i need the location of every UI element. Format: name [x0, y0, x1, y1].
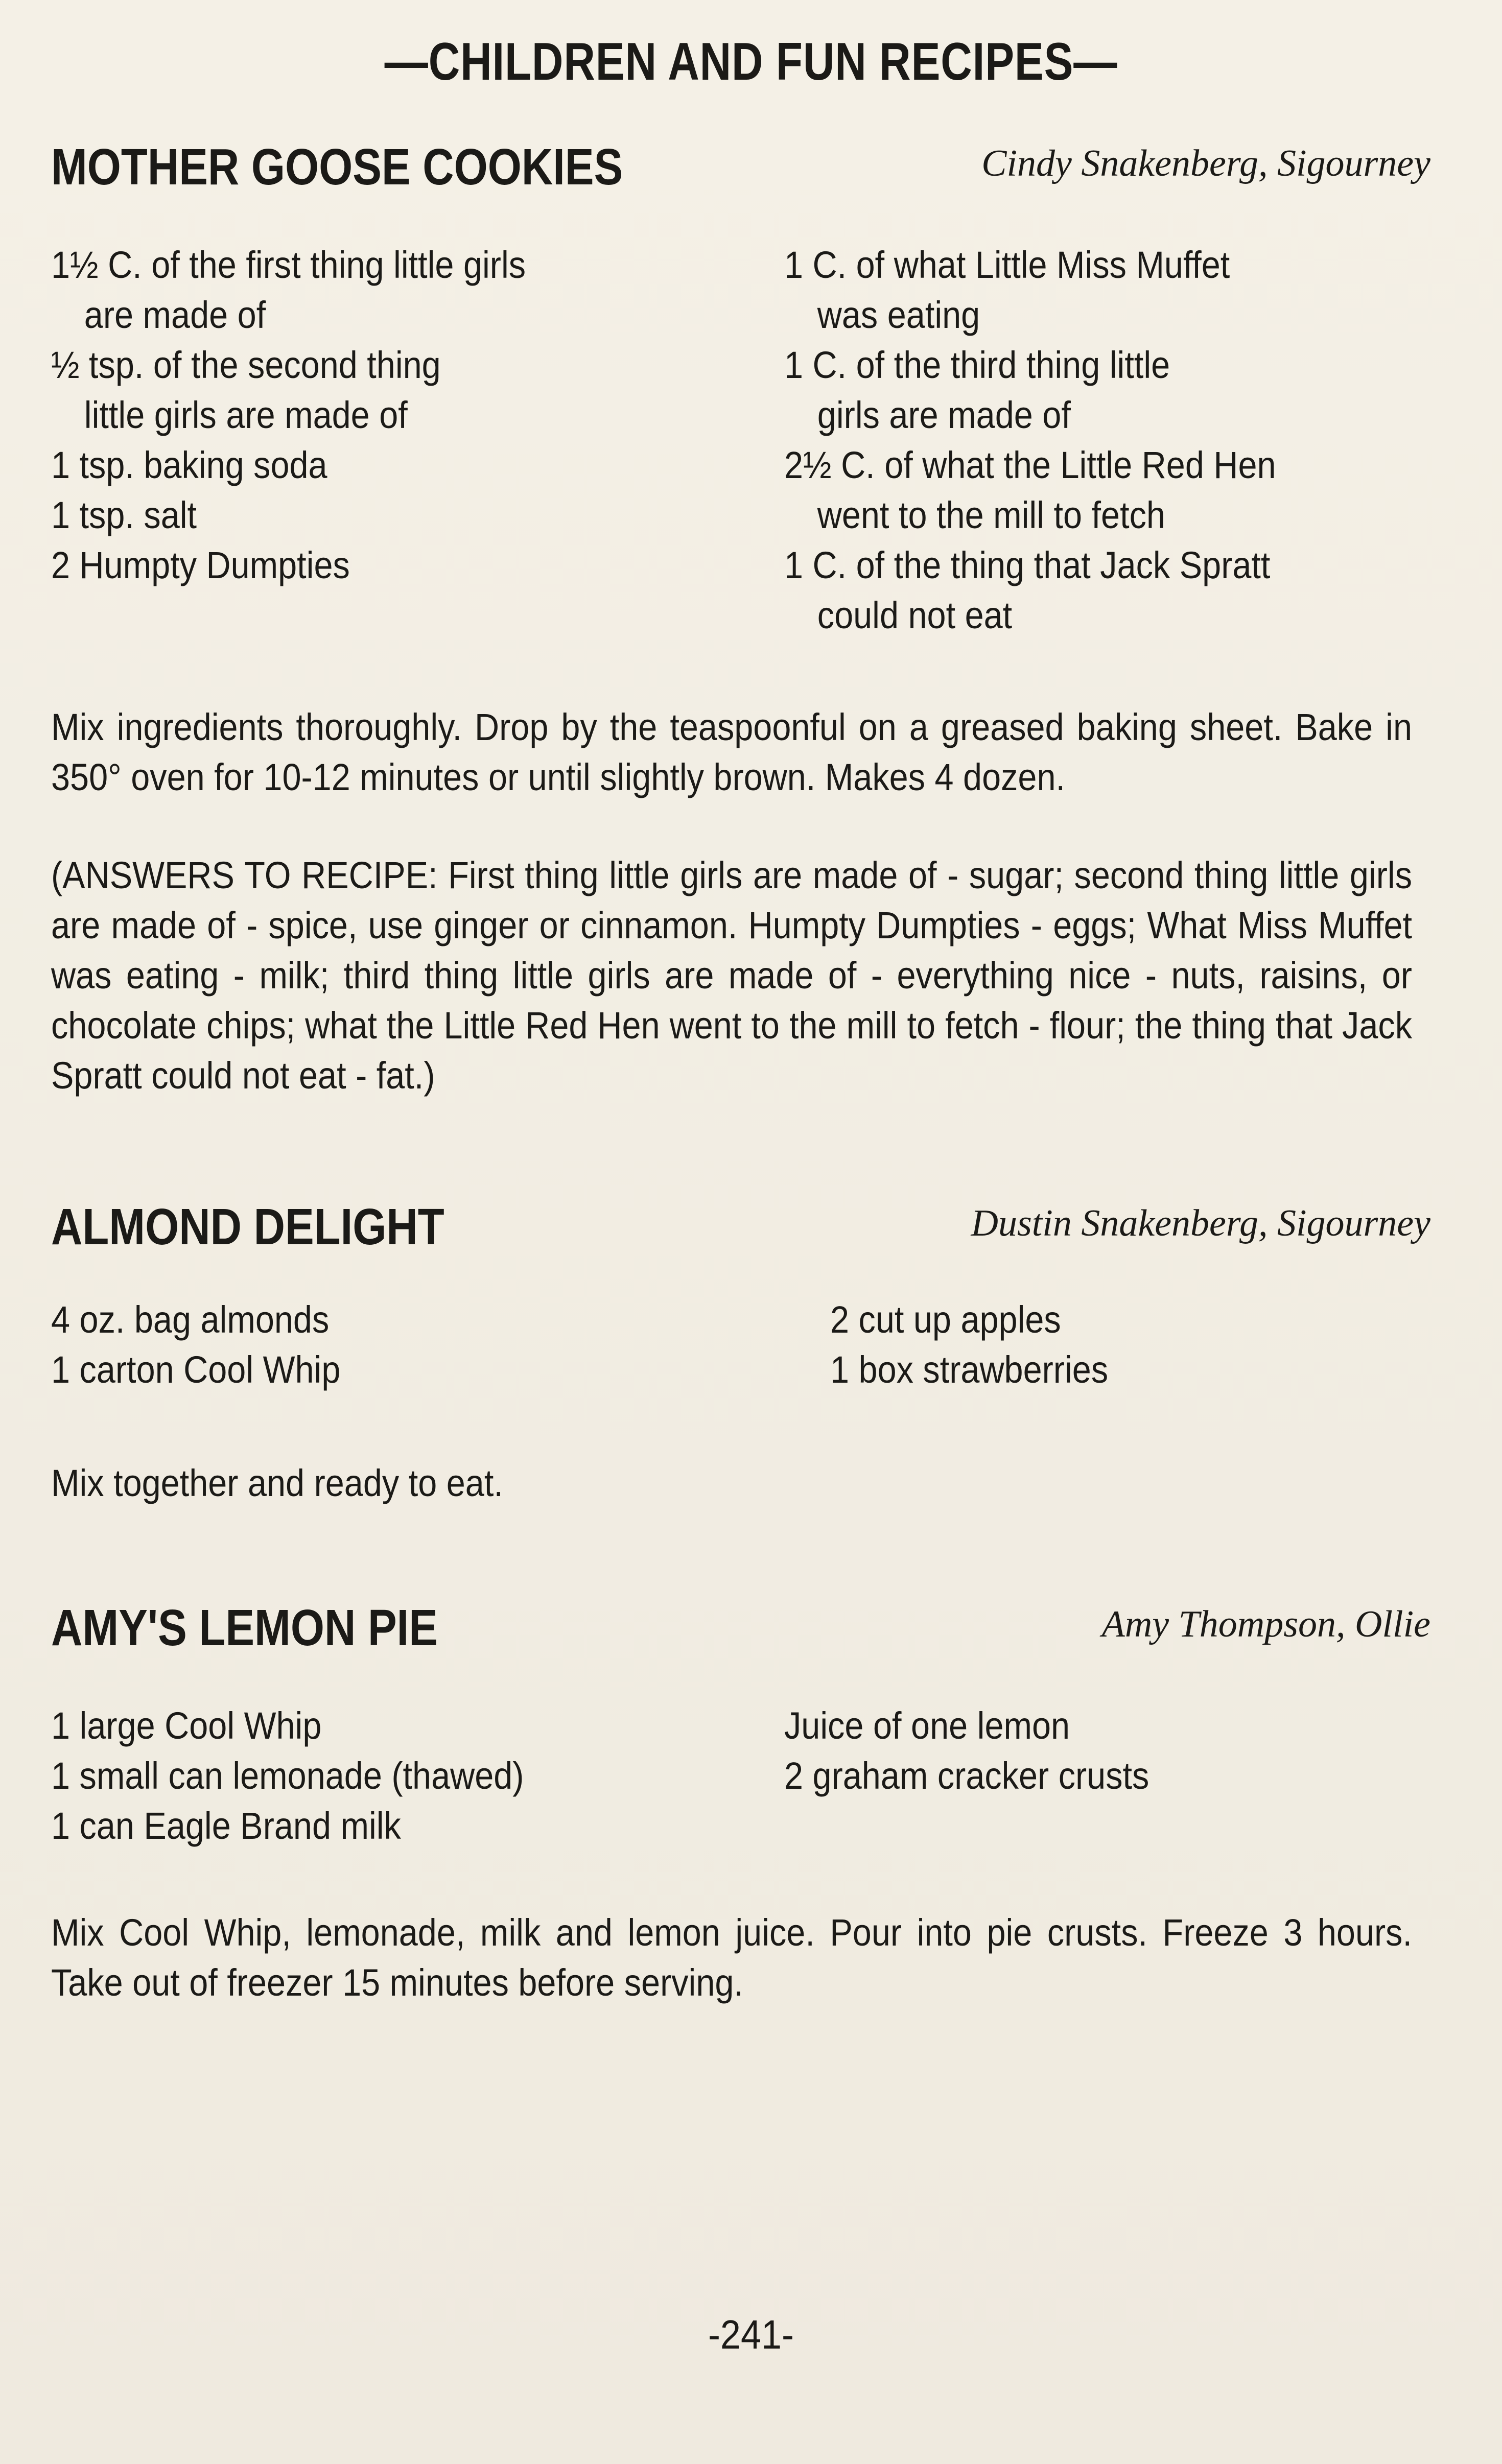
recipe-directions: Mix ingredients thoroughly. Drop by the teaspoonful on a greased baking sheet. Bake in 350° oven for 10-12 minutes or until slightly brown. Makes 4 dozen. [51, 706, 1412, 798]
recipe-answers: (ANSWERS TO RECIPE: First thing little girls are made of - sugar; second thing little girls are made of - spice, use ginger or cinnamon. Humpty Dumpties - eggs; What Miss Muffet was eating - milk; third thing little girls are made of - everything nice - nuts, raisins, or chocolate chips; what the Little Red Hen went to the mill to fetch - flour; the thing that Jack Spratt could not eat - fat.) [51, 854, 1412, 1097]
ingredient: 1 can Eagle Brand milk [51, 1805, 401, 1847]
recipe-header [51, 1198, 1430, 1259]
recipe-header [51, 1599, 1430, 1660]
ingredient: ½ tsp. of the second thing little girls are made of [51, 344, 441, 436]
ingredient: 2 cut up apples [830, 1298, 1061, 1341]
ingredients-left-column [51, 1701, 576, 1851]
recipe-directions: Mix together and ready to eat. [51, 1462, 503, 1504]
ingredient: 1 carton Cool Whip [51, 1348, 341, 1391]
recipe-title: AMY'S LEMON PIE [51, 1599, 438, 1656]
page-number: -241- [708, 2312, 794, 2357]
recipe-author: Amy Thompson, Ollie [1101, 1603, 1430, 1645]
ingredient: 1 C. of the thing that Jack Spratt could not eat [784, 544, 1271, 636]
ingredients-left-column [51, 1295, 372, 1395]
ingredient: 1 tsp. salt [51, 494, 197, 536]
ingredients-right-column [784, 240, 1331, 641]
ingredient: 2 graham cracker crusts [784, 1755, 1149, 1797]
recipe-directions: Mix Cool Whip, lemonade, milk and lemon juice. Pour into pie crusts. Freeze 3 hours. Take out of freezer 15 minutes before serving. [51, 1911, 1412, 2004]
ingredients [51, 240, 1430, 638]
ingredient: 1 small can lemonade (thawed) [51, 1755, 524, 1797]
recipe-almond-delight [51, 1198, 1430, 1504]
recipe-mother-goose-cookies [51, 138, 1430, 1097]
ingredient: 2 Humpty Dumpties [51, 544, 350, 586]
recipe-header [51, 138, 1430, 199]
section-title: —CHILDREN AND FUN RECIPES— [384, 32, 1118, 91]
ingredient: 1 large Cool Whip [51, 1704, 322, 1747]
ingredient: 1 box strawberries [830, 1348, 1109, 1391]
ingredient: 1 tsp. baking soda [51, 444, 327, 486]
recipe-author: Dustin Snakenberg, Sigourney [971, 1202, 1430, 1244]
ingredients-left-column [51, 240, 578, 590]
ingredients [51, 1701, 1430, 1854]
ingredient: 1 C. of what Little Miss Muffet was eating [784, 244, 1230, 336]
ingredients [51, 1295, 1430, 1397]
recipe-author: Cindy Snakenberg, Sigourney [981, 143, 1430, 184]
recipe-amys-lemon-pie [51, 1599, 1430, 2004]
ingredient: 4 oz. bag almonds [51, 1298, 330, 1341]
ingredient: Juice of one lemon [784, 1704, 1070, 1747]
ingredients-right-column [784, 1701, 1190, 1801]
ingredients-right-column [830, 1295, 1139, 1395]
recipe-title: MOTHER GOOSE COOKIES [51, 138, 623, 196]
recipe-title: ALMOND DELIGHT [51, 1198, 444, 1255]
ingredient: 1½ C. of the first thing little girls are made of [51, 244, 526, 336]
ingredient: 1 C. of the third thing little girls are made of [784, 344, 1170, 436]
ingredient: 2½ C. of what the Little Red Hen went to the mill to fetch [784, 444, 1276, 536]
